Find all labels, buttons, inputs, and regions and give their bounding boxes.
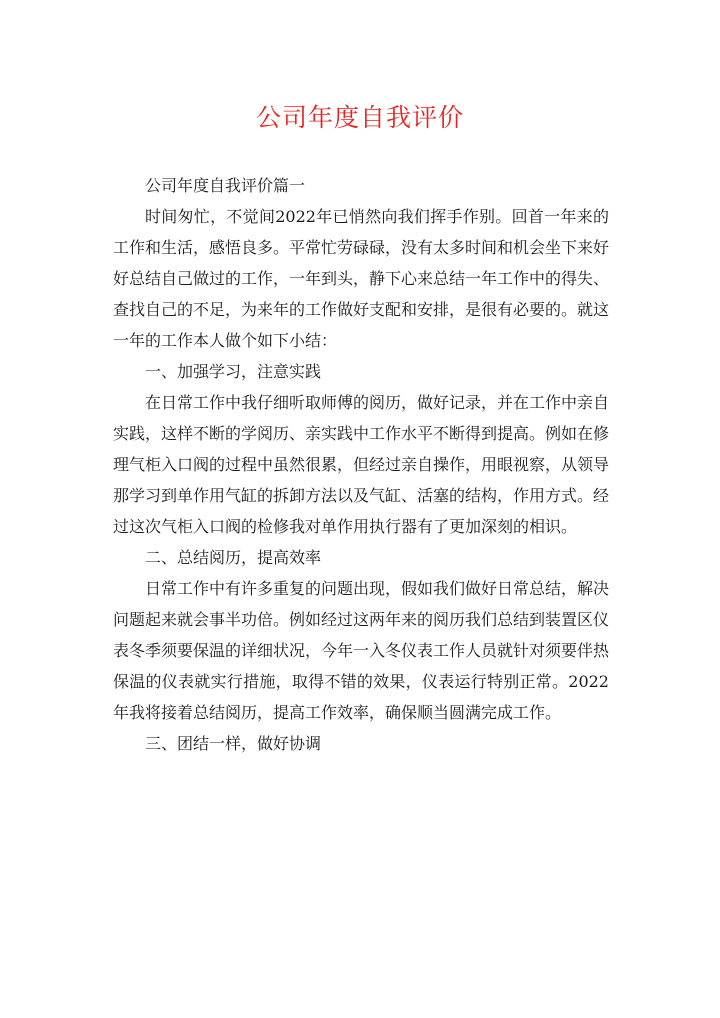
section-heading: 一、加强学习，注意实践 [145, 362, 322, 381]
section-heading: 公司年度自我评价篇一 [145, 176, 306, 195]
paragraph: 时间匆忙，不觉间2022年已悄然向我们挥手作别。回首一年来的工作和生活，感悟良多。平常忙劳碌碌，没有太多时间和机会坐下来好好总结自己做过的工作，一年到头，静下心来总结一年工作中的得失、查找自己的不足，为来年的工作做好支配和安排，是很有必要的。就这一年的工作本人做个如下小结： [113, 207, 610, 350]
section-heading: 二、总结阅历，提高效率 [145, 548, 322, 567]
paragraph: 在日常工作中我仔细听取师傅的阅历，做好记录，并在工作中亲自实践，这样不断的学阅历、亲实践中工作水平不断得到提高。例如在修理气柜入口阀的过程中虽然很累，但经过亲自操作，用眼视察，从领导那学习到单作用气缸的拆卸方法以及气缸、活塞的结构，作用方式。经过这次气柜入口阀的检修我对单作用执行器有了更加深刻的相识。 [113, 393, 610, 536]
paragraph: 日常工作中有许多重复的问题出现，假如我们做好日常总结，解决问题起来就会事半功倍。例如经过这两年来的阅历我们总结到装置区仪表冬季须要保温的详细状况，今年一入冬仪表工作人员就针对须要伴热保温的仪表就实行措施，取得不错的效果，仪表运行特别正常。2022年我将接着总结阅历，提高工作效率，确保顺当圆满完成工作。 [113, 579, 610, 722]
document-body [113, 170, 609, 759]
document-title: 公司年度自我评价 [255, 103, 464, 132]
section-heading: 三、团结一样，做好协调 [145, 734, 322, 753]
